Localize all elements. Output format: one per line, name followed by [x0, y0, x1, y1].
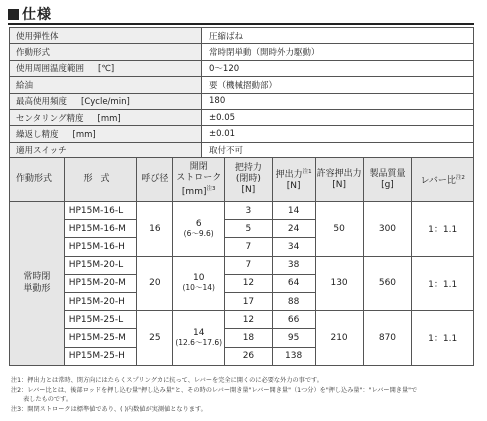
model-cell: HP15M-20-M: [64, 274, 137, 292]
spec-label-cell: [10, 93, 202, 109]
footnote-2: 注2：レバー比とは、後部ロッドを押し込む量"押し込み量"と、その時のレバー開き量"レバー開き量"（1つ分）を"押し込み量"："レバー開き量"で: [11, 386, 418, 394]
header-lever-ratio: [412, 158, 474, 202]
push-force-cell: 24: [272, 220, 315, 238]
header-push-note: 注1: [302, 169, 312, 175]
spec-row: [10, 60, 474, 76]
bore-cell: 16: [137, 202, 173, 257]
header-push-line1: 押出力: [275, 170, 303, 180]
stroke-range: (10～14): [182, 283, 215, 293]
title-square-icon: [8, 9, 19, 20]
header-stroke: [173, 158, 225, 202]
header-grip-line3: [N]: [241, 185, 256, 195]
header-allow-line2: [N]: [332, 179, 346, 190]
header-mass: [363, 158, 412, 202]
header-stroke-line2: ストローク: [176, 172, 222, 183]
spec-row: [10, 109, 474, 125]
spec-unit: [mm]: [97, 113, 121, 124]
header-bore: 呼び径: [137, 158, 173, 202]
header-grip-line1: 把持力: [234, 163, 262, 173]
allowable-push-cell: 130: [315, 256, 363, 311]
spec-label: 使用弾性体: [16, 31, 59, 42]
spec-value: 要（機械摺動部）: [202, 77, 474, 93]
header-mass-line2: [g]: [381, 179, 394, 190]
header-allowable-push: [315, 158, 363, 202]
spec-label: 適用スイッチ: [16, 146, 67, 157]
spec-label-cell: [10, 77, 202, 93]
table-row: [10, 202, 474, 220]
stroke-range: (12.6～17.6): [175, 337, 223, 347]
spec-unit: [℃]: [98, 64, 115, 75]
header-model: 形式: [64, 158, 137, 202]
footnote-3: 注3：開閉ストロークは標準値であり、( )内数値が実測値となります。: [11, 405, 207, 413]
table-header-row: [10, 158, 474, 202]
spec-unit: [mm]: [72, 130, 96, 141]
stroke-value: 10: [192, 273, 205, 284]
push-force-cell: 34: [272, 238, 315, 256]
section-title: [8, 4, 52, 24]
lever-ratio-cell: 1：1.1: [412, 256, 474, 311]
spec-unit: [Cycle/min]: [81, 97, 130, 108]
mass-cell: 300: [363, 202, 412, 257]
header-action: 作動形式: [10, 158, 65, 202]
push-force-cell: 38: [272, 256, 315, 274]
model-cell: HP15M-25-L: [64, 311, 137, 329]
spec-value: 常時閉単動（開時外力駆動）: [202, 44, 474, 60]
action-type-line1: 常時閉: [23, 272, 51, 283]
spec-label: 最高使用頻度: [16, 97, 68, 108]
model-cell: HP15M-16-M: [64, 220, 137, 238]
spec-value: 0～120: [202, 60, 474, 76]
header-mass-line1: 製品質量: [369, 168, 406, 179]
grip-force-cell: 3: [225, 202, 273, 220]
spec-value: 圧縮ばね: [202, 28, 474, 44]
spec-label-cell: [10, 109, 202, 125]
action-type-cell: [10, 202, 65, 366]
model-cell: HP15M-25-M: [64, 329, 137, 347]
model-table: [9, 157, 474, 366]
grip-force-cell: 26: [225, 347, 273, 365]
grip-force-cell: 17: [225, 292, 273, 310]
spec-row: [10, 44, 474, 60]
spec-label: 作動形式: [16, 48, 51, 59]
header-allow-line1: 許容押出力: [316, 168, 362, 179]
footnote-2-cont: 表したものです。: [23, 396, 73, 403]
title-divider: [8, 23, 474, 25]
table-row: [10, 311, 474, 329]
spec-label-cell: [10, 44, 202, 60]
model-cell: HP15M-16-L: [64, 202, 137, 220]
spec-table: [9, 27, 474, 159]
lever-ratio-cell: 1：1.1: [412, 311, 474, 366]
push-force-cell: 138: [272, 347, 315, 365]
table-row: [10, 256, 474, 274]
spec-row: [10, 28, 474, 44]
header-stroke-line1: 開閉: [189, 161, 208, 172]
spec-value: 180: [202, 93, 474, 109]
model-cell: HP15M-20-H: [64, 292, 137, 310]
spec-label: 使用周囲温度範囲: [16, 64, 85, 75]
spec-row: [10, 77, 474, 93]
spec-label: 繰返し精度: [16, 130, 59, 141]
bore-cell: 20: [137, 256, 173, 311]
push-force-cell: 64: [272, 274, 315, 292]
spec-label: 給油: [16, 80, 34, 91]
grip-force-cell: 18: [225, 329, 273, 347]
spec-label-cell: [10, 28, 202, 44]
model-cell: HP15M-16-H: [64, 238, 137, 256]
spec-value: ±0.05: [202, 109, 474, 125]
grip-force-cell: 7: [225, 256, 273, 274]
header-stroke-note: 注3: [206, 185, 216, 192]
stroke-cell: [173, 202, 225, 257]
spec-label: センタリング精度: [16, 113, 84, 124]
bore-cell: 25: [137, 311, 173, 366]
footnotes: [11, 376, 477, 414]
grip-force-cell: 5: [225, 220, 273, 238]
header-grip-line2: (閉時): [235, 174, 261, 184]
grip-force-cell: 12: [225, 274, 273, 292]
push-force-cell: 14: [272, 202, 315, 220]
footnote-1: 注1：押出力とは常時、閉方向にはたらくスプリングカに抗って、レバーを完全に開くのに必要な外力の事です。: [11, 377, 323, 384]
header-push: [272, 158, 315, 202]
allowable-push-cell: 210: [315, 311, 363, 366]
header-lever-note: 注2: [455, 174, 465, 181]
header-lever-text: レバー比: [420, 175, 456, 186]
spec-label-cell: [10, 126, 202, 142]
grip-force-cell: 12: [225, 311, 273, 329]
spec-row: [10, 93, 474, 109]
grip-force-cell: 7: [225, 238, 273, 256]
header-push-line2: [N]: [286, 181, 301, 191]
spec-label-cell: [10, 60, 202, 76]
spec-value: ±0.01: [202, 126, 474, 142]
push-force-cell: 88: [272, 292, 315, 310]
stroke-cell: [173, 256, 225, 311]
stroke-value: 6: [195, 218, 202, 229]
mass-cell: 870: [363, 311, 412, 366]
allowable-push-cell: 50: [315, 202, 363, 257]
action-type-line2: 単動形: [23, 284, 51, 295]
stroke-cell: [173, 311, 225, 366]
push-force-cell: 95: [272, 329, 315, 347]
header-grip: [225, 158, 273, 202]
header-stroke-line3: [mm]: [181, 186, 207, 197]
spec-value: 取付不可: [202, 142, 474, 158]
stroke-range: (6～9.6): [183, 228, 214, 238]
title-text: 仕様: [22, 7, 52, 23]
model-cell: HP15M-20-L: [64, 256, 137, 274]
model-cell: HP15M-25-H: [64, 347, 137, 365]
lever-ratio-cell: 1：1.1: [412, 202, 474, 257]
stroke-value: 14: [192, 327, 205, 338]
push-force-cell: 66: [272, 311, 315, 329]
mass-cell: 560: [363, 256, 412, 311]
spec-row: [10, 126, 474, 142]
